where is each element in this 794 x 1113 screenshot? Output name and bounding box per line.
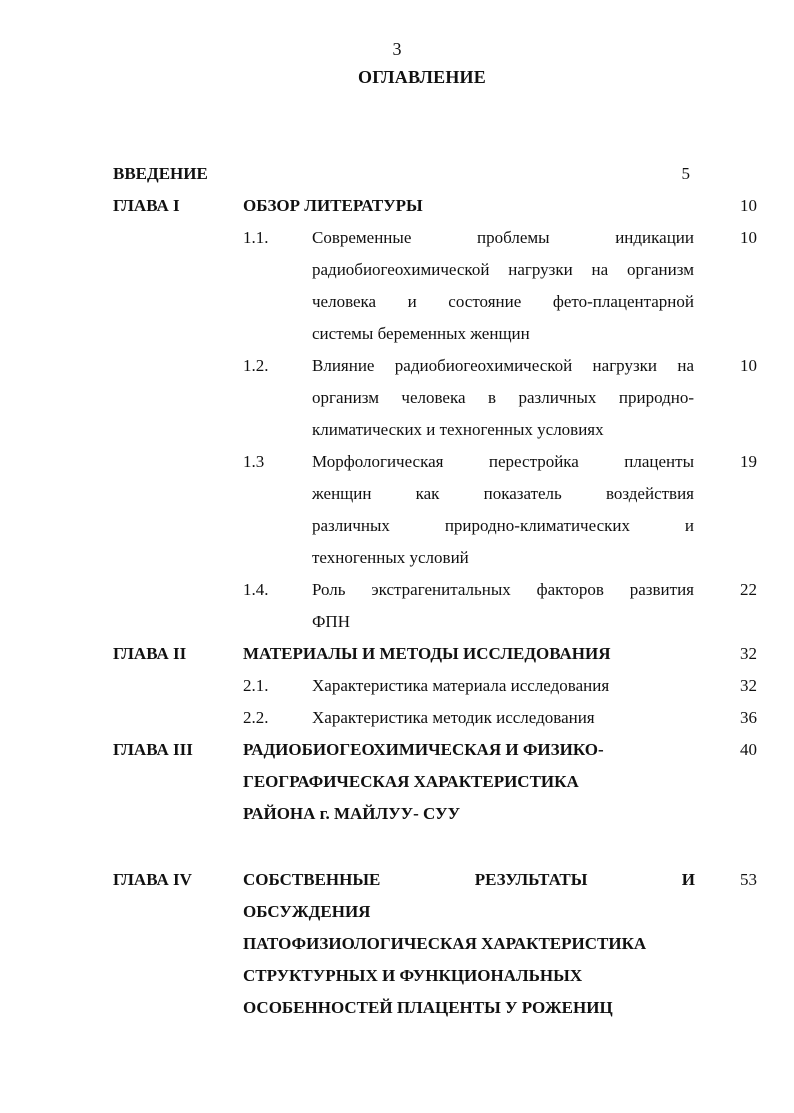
section-1-3-page-ref: 19 (740, 452, 757, 471)
section-1-2-title[interactable] (312, 350, 694, 446)
section-1-2-line: организм человека в различных природно- (312, 388, 694, 407)
chapter4-title-line: СОБСТВЕННЫЕ РЕЗУЛЬТАТЫ И (243, 870, 695, 889)
chapter1-page-ref: 10 (740, 196, 757, 215)
chapter2-title[interactable]: МАТЕРИАЛЫ И МЕТОДЫ ИССЛЕДОВАНИЯ (243, 644, 611, 663)
toc-title: ОГЛАВЛЕНИЕ (358, 67, 486, 87)
chapter4-title[interactable] (243, 864, 695, 1024)
section-1-1-title[interactable] (312, 222, 694, 350)
chapter4-title-line: ОБСУЖДЕНИЯ (243, 902, 371, 921)
chapter4-label[interactable]: ГЛАВА IV (113, 870, 192, 889)
section-1-4-page-ref: 22 (740, 580, 757, 599)
section-1-1-number: 1.1. (243, 228, 269, 247)
chapter2-label[interactable]: ГЛАВА II (113, 644, 187, 663)
chapter4-title-line: СТРУКТУРНЫХ И ФУНКЦИОНАЛЬНЫХ (243, 966, 583, 985)
section-2-1-title[interactable]: Характеристика материала исследования (312, 676, 610, 695)
chapter1-label[interactable]: ГЛАВА I (113, 196, 180, 215)
page-number: 3 (392, 39, 402, 59)
chapter4-title-line: ОСОБЕННОСТЕЙ ПЛАЦЕНТЫ У РОЖЕНИЦ (243, 998, 613, 1017)
intro-label[interactable]: ВВЕДЕНИЕ (113, 164, 208, 183)
section-1-3-number: 1.3 (243, 452, 265, 471)
section-2-1-number: 2.1. (243, 676, 269, 695)
section-1-2-page-ref: 10 (740, 356, 757, 375)
section-1-3-line: женщин как показатель воздействия (312, 484, 694, 503)
section-1-2-line: Влияние радиобиогеохимической нагрузки на (312, 356, 694, 375)
chapter3-label[interactable]: ГЛАВА III (113, 740, 193, 759)
section-1-2-number: 1.2. (243, 356, 269, 375)
section-2-2-page-ref: 36 (740, 708, 757, 727)
chapter3-title-line: ГЕОГРАФИЧЕСКАЯ ХАРАКТЕРИСТИКА (243, 772, 579, 791)
chapter1-title[interactable]: ОБЗОР ЛИТЕРАТУРЫ (243, 196, 423, 215)
section-2-1-page-ref: 32 (740, 676, 757, 695)
section-1-1-page-ref: 10 (740, 228, 757, 247)
chapter2-page-ref: 32 (740, 644, 757, 663)
chapter3-title-line: РАДИОБИОГЕОХИМИЧЕСКАЯ И ФИЗИКО- (243, 740, 604, 759)
chapter4-title-line: ПАТОФИЗИОЛОГИЧЕСКАЯ ХАРАКТЕРИСТИКА (243, 934, 647, 953)
section-1-4-line: ФПН (312, 612, 350, 631)
chapter3-title-line: РАЙОНА г. МАЙЛУУ- СУУ (243, 804, 461, 823)
section-1-3-line: Морфологическая перестройка плаценты (312, 452, 694, 471)
section-1-3-title[interactable] (312, 446, 694, 574)
section-1-4-line: Роль экстрагенитальных факторов развития (312, 580, 694, 599)
section-1-3-line: техногенных условий (312, 548, 469, 567)
section-1-4-number: 1.4. (243, 580, 269, 599)
section-1-3-line: различных природно-климатических и (312, 516, 694, 535)
section-2-2-number: 2.2. (243, 708, 269, 727)
section-1-2-line: климатических и техногенных условиях (312, 420, 604, 439)
section-1-4-title[interactable] (312, 574, 694, 638)
section-2-2-title[interactable]: Характеристика методик исследования (312, 708, 595, 727)
section-1-1-line: радиобиогеохимической нагрузки на организм (312, 260, 694, 279)
chapter3-page-ref: 40 (740, 740, 757, 759)
section-1-1-line: системы беременных женщин (312, 324, 530, 343)
section-1-1-line: Современные проблемы индикации (312, 228, 694, 247)
chapter3-title[interactable] (243, 734, 695, 830)
intro-page-ref: 5 (681, 164, 690, 183)
chapter4-page-ref: 53 (740, 870, 757, 889)
section-1-1-line: человека и состояние фето-плацентарной (312, 292, 694, 311)
